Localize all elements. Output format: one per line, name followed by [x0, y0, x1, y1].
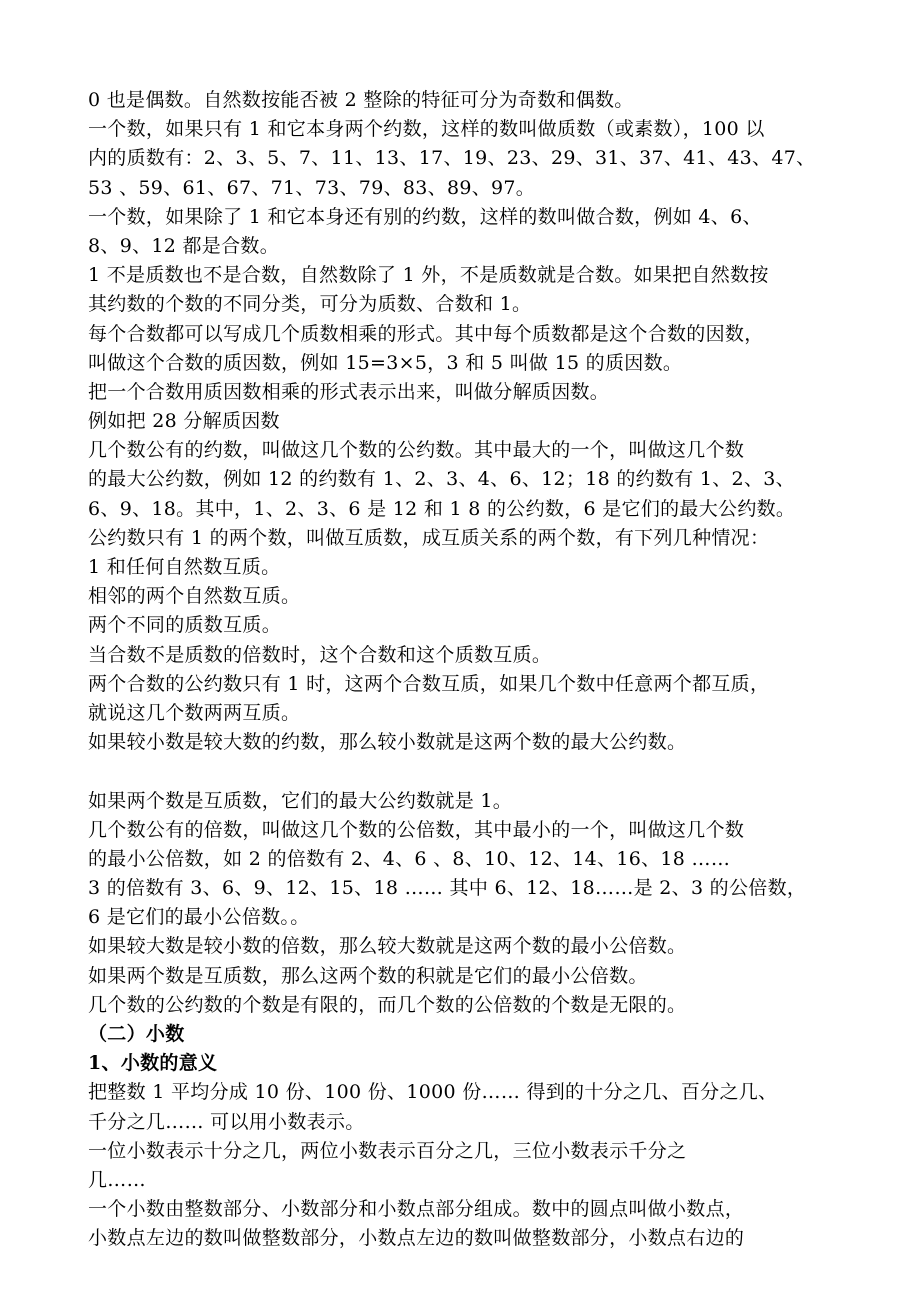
text-line: 的最大公约数，例如 12 的约数有 1、2、3、4、6、12；18 的约数有 1、2、3、: [88, 468, 795, 491]
text-line: 6 是它们的最小公倍数。。: [88, 906, 310, 929]
text-line: 的最小公倍数，如 2 的倍数有 2、4、6 、8、10、12、14、16、18 ……: [88, 847, 731, 870]
text-line: 6、9、18。其中，1、2、3、6 是 12 和 1 8 的公约数，6 是它们的最大公约数。: [88, 497, 796, 520]
text-line: 一个小数由整数部分、小数部分和小数点部分组成。数中的圆点叫做小数点，: [88, 1198, 745, 1221]
blank-line: [88, 757, 848, 786]
text-line: 0 也是偶数。自然数按能否被 2 整除的特征可分为奇数和偶数。: [88, 89, 634, 111]
text-line: 几……: [88, 1168, 146, 1191]
text-line: 叫做这个合数的质因数，例如 15=3×5，3 和 5 叫做 15 的质因数。: [88, 351, 683, 374]
document-body: [88, 86, 848, 1254]
text-line: 一个数，如果只有 1 和它本身两个约数，这样的数叫做质数（或素数），100 以: [88, 118, 765, 141]
text-line: 几个数公有的约数，叫做这几个数的公约数。其中最大的一个，叫做这几个数: [88, 439, 745, 462]
text-line: 如果较小数是较大数的约数，那么较小数就是这两个数的最大公约数。: [88, 731, 687, 754]
text-line: 就说这几个数两两互质。: [88, 701, 301, 724]
text-line: 几个数的公约数的个数是有限的，而几个数的公倍数的个数是无限的。: [88, 993, 687, 1016]
text-line: 一位小数表示十分之几，两位小数表示百分之几，三位小数表示千分之: [88, 1139, 687, 1162]
text-line: 如果两个数是互质数，它们的最大公约数就是 1。: [88, 789, 513, 812]
section-heading: （二）小数: [88, 1023, 185, 1045]
text-line: 一个数，如果除了 1 和它本身还有别的约数，这样的数叫做合数，例如 4、6、: [88, 205, 762, 228]
text-line: 把一个合数用质因数相乘的形式表示出来，叫做分解质因数。: [88, 380, 610, 403]
text-line: 两个合数的公约数只有 1 时，这两个合数互质，如果几个数中任意两个都互质，: [88, 672, 770, 695]
text-line: 小数点左边的数叫做整数部分，小数点左边的数叫做整数部分，小数点右边的: [88, 1227, 745, 1250]
text-line: 53 、59、61、67、71、73、79、83、89、97。: [88, 176, 536, 199]
text-line: 相邻的两个自然数互质。: [88, 585, 301, 608]
text-line: 当合数不是质数的倍数时，这个合数和这个质数互质。: [88, 643, 552, 666]
text-line: 每个合数都可以写成几个质数相乘的形式。其中每个质数都是这个合数的因数，: [88, 322, 764, 345]
text-line: 把整数 1 平均分成 10 份、100 份、1000 份…… 得到的十分之几、百分之几、: [88, 1081, 778, 1104]
text-line: 几个数公有的倍数，叫做这几个数的公倍数，其中最小的一个，叫做这几个数: [88, 818, 745, 841]
text-line: 其约数的个数的不同分类，可分为质数、合数和 1。: [88, 293, 532, 316]
text-line: 如果两个数是互质数，那么这两个数的积就是它们的最小公倍数。: [88, 964, 648, 987]
text-line: 例如把 28 分解质因数: [88, 410, 280, 433]
text-line: 3 的倍数有 3、6、9、12、15、18 …… 其中 6、12、18……是 2、3 的公倍数，: [88, 877, 807, 900]
subsection-heading: 1、小数的意义: [88, 1052, 218, 1075]
text-line: 内的质数有：2、3、5、7、11、13、17、19、23、29、31、37、41、43、47、: [88, 147, 816, 170]
text-line: 8、9、12 都是合数。: [88, 234, 279, 257]
text-line: 两个不同的质数互质。: [88, 614, 282, 637]
text-line: 1 不是质数也不是合数，自然数除了 1 外，不是质数就是合数。如果把自然数按: [88, 264, 769, 287]
text-line: 如果较大数是较小数的倍数，那么较大数就是这两个数的最小公倍数。: [88, 935, 687, 958]
text-line: 千分之几…… 可以用小数表示。: [88, 1110, 365, 1133]
text-line: 1 和任何自然数互质。: [88, 556, 281, 578]
text-line: 公约数只有 1 的两个数，叫做互质数，成互质关系的两个数，有下列几种情况：: [88, 526, 770, 549]
